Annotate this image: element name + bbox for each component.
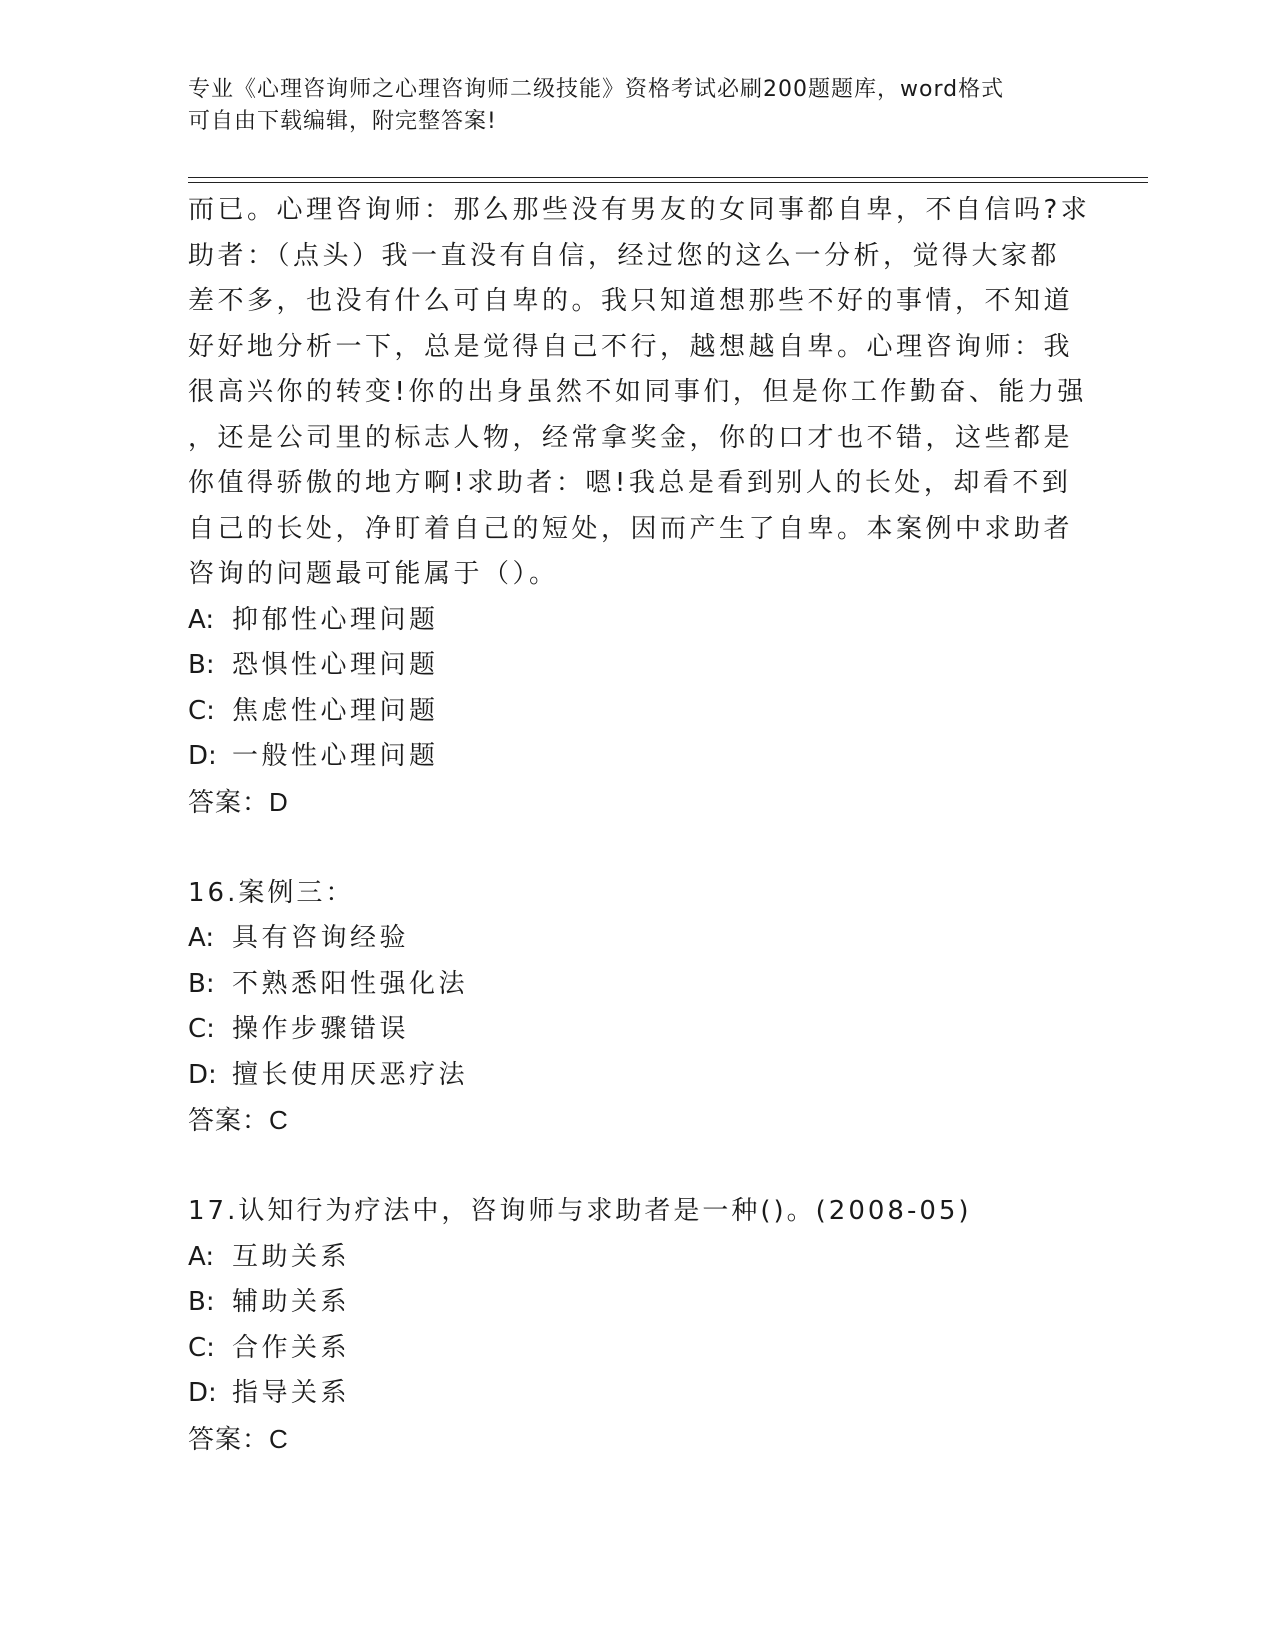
answer-value: D: [269, 786, 288, 817]
header-divider: [188, 177, 1148, 183]
option-letter: A:: [188, 923, 215, 953]
question-15: [188, 188, 1091, 825]
question-title: 16.案例三：: [188, 877, 355, 908]
option-letter: B:: [188, 968, 215, 999]
option-text: 合作关系: [232, 1332, 351, 1363]
option-a: [188, 1235, 1088, 1281]
question-stem-line: 而已。心理咨询师：那么那些没有男友的女同事都自卑，不自信吗?求: [188, 195, 1091, 225]
question-stem-line: 助者：（点头）我一直没有自信，经过您的这么一分析，觉得大家都: [188, 240, 1061, 271]
option-b: [188, 1280, 1088, 1326]
option-letter: A:: [188, 604, 215, 635]
answer-line: [188, 1098, 1088, 1144]
answer-label: 答案：: [188, 786, 270, 817]
page-header: [188, 74, 1068, 138]
spacer: [188, 825, 1088, 871]
option-text: 不熟悉阳性强化法: [232, 968, 469, 999]
option-text: 一般性心理问题: [232, 741, 439, 771]
option-letter: B:: [188, 1287, 215, 1317]
answer-label: 答案：: [188, 1105, 270, 1135]
answer-line: [188, 1417, 1088, 1463]
option-letter: B:: [188, 650, 215, 680]
question-stem-line: ，还是公司里的标志人物，经常拿奖金，你的口才也不错，这些都是: [188, 422, 1074, 453]
option-letter: C:: [188, 695, 215, 726]
option-letter: D:: [188, 741, 217, 771]
option-c: [188, 1326, 1088, 1372]
question-stem-line: 你值得骄傲的地方啊!求助者：嗯!我总是看到别人的长处，却看不到: [188, 468, 1072, 498]
option-text: 具有咨询经验: [232, 923, 410, 953]
option-b: [188, 643, 1088, 689]
option-c: [188, 689, 1088, 735]
option-letter: C:: [188, 1014, 215, 1044]
answer-value: C: [269, 1105, 288, 1135]
option-a: [188, 916, 1088, 962]
option-letter: D:: [188, 1378, 217, 1408]
option-text: 辅助关系: [232, 1287, 351, 1317]
spacer: [188, 1144, 1088, 1190]
question-title: 17.认知行为疗法中，咨询师与求助者是一种()。(2008-05): [188, 1196, 972, 1226]
answer-label: 答案：: [188, 1423, 270, 1454]
option-b: [188, 962, 1088, 1008]
question-stem-line: 很高兴你的转变!你的出身虽然不如同事们，但是你工作勤奋、能力强: [188, 377, 1087, 407]
option-text: 擅长使用厌恶疗法: [232, 1059, 469, 1090]
question-stem-line: 差不多，也没有什么可自卑的。我只知道想那些不好的事情，不知道: [188, 286, 1074, 316]
option-d: [188, 734, 1088, 780]
option-text: 指导关系: [232, 1378, 351, 1408]
option-letter: D:: [188, 1059, 217, 1090]
question-16: [188, 871, 1088, 1144]
option-d: [188, 1371, 1088, 1417]
option-c: [188, 1007, 1088, 1053]
option-d: [188, 1053, 1088, 1099]
answer-value: C: [269, 1423, 288, 1454]
question-stem-line: 自己的长处，净盯着自己的短处，因而产生了自卑。本案例中求助者: [188, 513, 1074, 544]
option-text: 焦虑性心理问题: [232, 695, 439, 726]
header-line-1: 专业《心理咨询师之心理咨询师二级技能》资格考试必刷200题题库，word格式: [188, 77, 1005, 102]
header-line-2: 可自由下载编辑，附完整答案!: [188, 109, 497, 134]
option-text: 操作步骤错误: [232, 1014, 410, 1044]
option-text: 互助关系: [232, 1241, 351, 1272]
option-a: [188, 598, 1088, 644]
answer-line: [188, 780, 1088, 826]
option-text: 恐惧性心理问题: [232, 650, 439, 680]
option-letter: A:: [188, 1241, 215, 1272]
question-stem-line: 好好地分析一下，总是觉得自己不行，越想越自卑。心理咨询师：我: [188, 331, 1074, 362]
option-text: 抑郁性心理问题: [232, 604, 439, 635]
question-stem-line: 咨询的问题最可能属于（）。: [188, 559, 559, 589]
document-body: [188, 188, 1091, 1462]
option-letter: C:: [188, 1332, 215, 1363]
question-17: [188, 1189, 1088, 1462]
